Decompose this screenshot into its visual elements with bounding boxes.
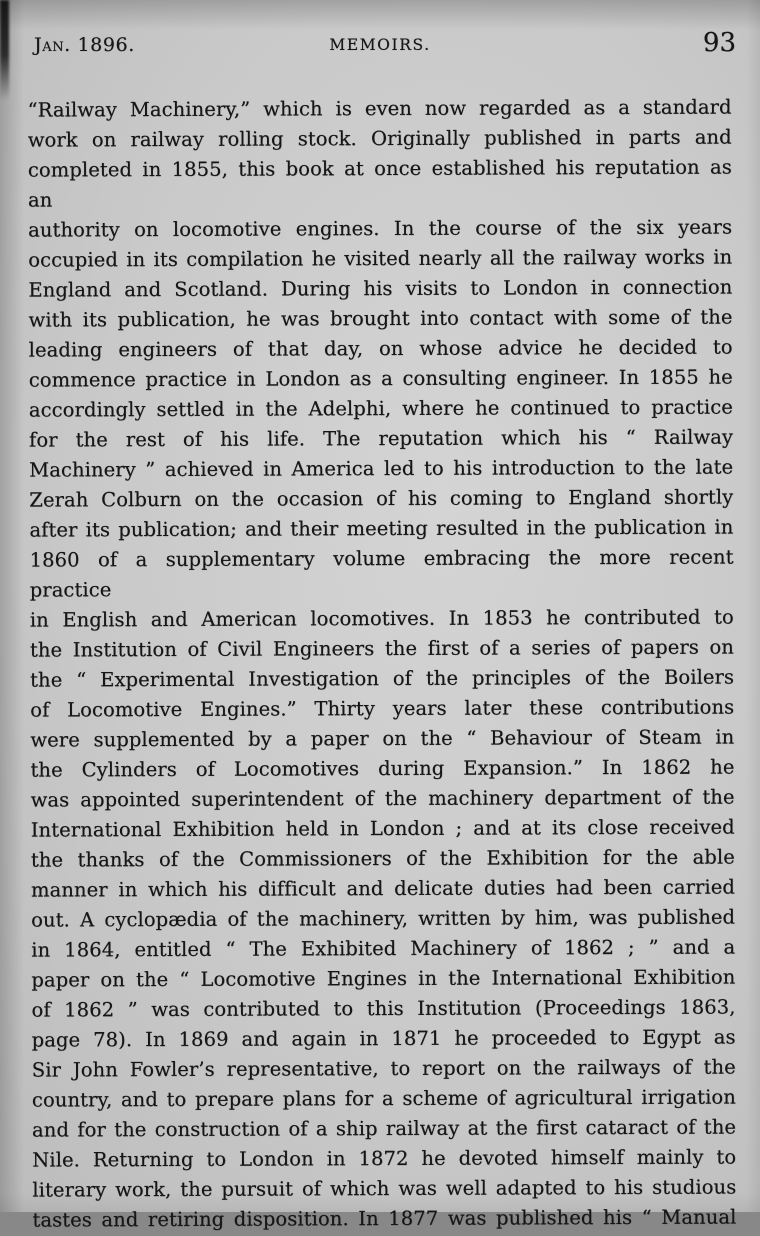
text-line: out. A cyclopædia of the machinery, written by him, was published <box>31 905 736 932</box>
header-title: MEMOIRS. <box>329 36 431 54</box>
text-line: completed in 1855, this book at once established his reputation as an <box>27 155 732 212</box>
text-line: Machinery ” achieved in America led to his introduction to the late <box>29 455 734 482</box>
text-line: accordingly settled in the Adelphi, where he continued to practice <box>28 395 733 422</box>
page-header <box>0 28 760 62</box>
text-line: commence practice in London as a consulting engineer. In 1855 he <box>28 365 733 392</box>
text-line: was appointed superintendent of the machinery department of the <box>30 785 735 812</box>
text-line: Zerah Colburn on the occasion of his coming to England shortly <box>29 485 734 512</box>
text-line: tastes and retiring disposition. In 1877 was published his “ Manual <box>32 1205 737 1232</box>
text-line: the thanks of the Commissioners of the Exhibition for the able <box>30 845 735 872</box>
text-line: page 78). In 1869 and again in 1871 he proceeded to Egypt as <box>31 1025 736 1052</box>
text-line: in 1864, entitled “ The Exhibited Machinery of 1862 ; ” and a <box>31 935 736 962</box>
text-line: of 1862 ” was contributed to this Institution (Proceedings 1863, <box>31 995 736 1022</box>
text-line: “Railway Machinery,” which is even now regarded as a standard <box>27 95 732 122</box>
text-line: in English and American locomotives. In 1853 he contributed to <box>29 605 734 632</box>
text-line: were supplemented by a paper on the “ Behaviour of Steam in <box>30 725 735 752</box>
body-text <box>28 92 737 1235</box>
text-line: manner in which his difficult and delicate duties had been carried <box>30 875 736 902</box>
text-line: the “ Experimental Investigation of the principles of the Boilers <box>30 665 735 692</box>
text-line: England and Scotland. During his visits to London in connection <box>28 275 733 302</box>
text-line: the Cylinders of Locomotives during Expansion.” In 1862 he <box>30 755 735 782</box>
text-line: leading engineers of that day, on whose advice he decided to <box>28 335 733 362</box>
text-line: Nile. Returning to London in 1872 he devoted himself mainly to <box>32 1145 737 1172</box>
text-line: after its publication; and their meeting resulted in the publication in <box>29 515 734 542</box>
page-number: 93 <box>702 28 736 58</box>
text-line: paper on the “ Locomotive Engines in the International Exhibition <box>31 965 736 992</box>
text-line: the Institution of Civil Engineers the first of a series of papers on <box>29 635 734 662</box>
text-line: authority on locomotive engines. In the course of the six years <box>28 215 733 242</box>
text-line: 1860 of a supplementary volume embracing the more recent practice <box>29 545 734 602</box>
header-date: Jan. 1896. <box>34 34 135 56</box>
text-line: Sir John Fowler’s representative, to report on the railways of the <box>31 1055 736 1082</box>
text-line: country, and to prepare plans for a scheme of agricultural irrigation <box>31 1085 736 1112</box>
text-line: work on railway rolling stock. Originally published in parts and <box>27 125 732 152</box>
text-line: with its publication, he was brought into contact with some of the <box>28 305 733 332</box>
text-line: of Locomotive Engines.” Thirty years later these contributions <box>30 695 735 722</box>
text-line: literary work, the pursuit of which was well adapted to his studious <box>32 1175 737 1202</box>
text-line: International Exhibition held in London ; and at its close received <box>30 815 735 842</box>
text-line: occupied in its compilation he visited nearly all the railway works in <box>28 245 733 272</box>
text-line: and for the construction of a ship railway at the first cataract of the <box>31 1115 737 1142</box>
text-line: for the rest of his life. The reputation which his “ Railway <box>28 425 734 452</box>
